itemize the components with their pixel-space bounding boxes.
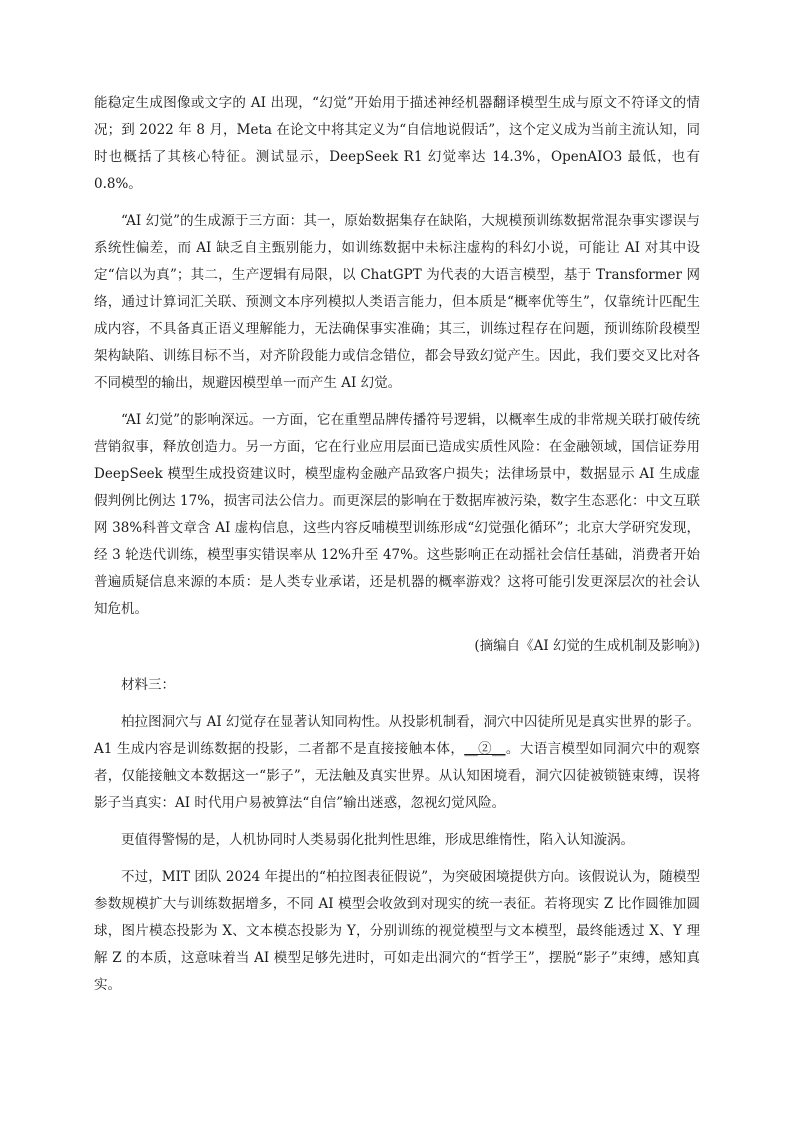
paragraph-3: “AI 幻觉”的影响深远。一方面，它在重塑品牌传播符号逻辑，以概率生成的非常规关联打破传统营销叙事，释放创造力。另一方面，它在行业应用层面已造成实质性风险：在金融领域，国信证券用 DeepSeek 模型生成投资建议时，模型虚构金融产品致客户损失；法律场景中，数据显示 AI 生成虚假判例比例达 17%，损害司法公信力。而更深层的影响在于数据库被污染，数字生态恶化：中文互联网 38%科普文章含 AI 虚构信息，这些内容反哺模型训练形成“幻觉强化循环”；北京大学研究发现，经 3 轮迭代训练，模型事实错误率从 12%升至 47%。这些影响正在动摇社会信任基础，消费者开始普遍质疑信息来源的本质：是人类专业承诺，还是机器的概率游戏？这将可能引发更深层次的社会认知危机。 (94, 412, 700, 617)
section-heading-material-3: 材料三： (121, 677, 175, 693)
fill-blank-2: __②__ (464, 741, 506, 757)
article-body (94, 90, 700, 1009)
paragraph-5: 更值得警惕的是，人机协同时人类易弱化批判性思维，形成思维惰性，陷入认知漩涡。 (121, 832, 634, 848)
paragraph-1: 能稳定生成图像或文字的 AI 出现，“幻觉”开始用于描述神经机器翻译模型生成与原文不符译文的情况；到 2022 年 8 月，Meta 在论文中将其定义为“自信地说假话”，这个定义成为当前主流认知，同时也概括了其核心特征。测试显示，DeepSeek R1 幻觉率达 14.3%，OpenAIO3 最低，也有 0.8%。 (94, 95, 700, 192)
paragraph-4 (94, 709, 700, 817)
paragraph-2: “AI 幻觉”的生成源于三方面：其一，原始数据集存在缺陷，大规模预训练数据常混杂事实谬误与系统性偏差，而 AI 缺乏自主甄别能力，如训练数据中未标注虚构的科幻小说，可能让 AI 对其中设定“信以为真”；其二，生产逻辑有局限，以 ChatGPT 为代表的大语言模型，基于 Transformer 网络，通过计算词汇关联、预测文本序列模拟人类语言能力，但本质是“概率优等生”，仅靠统计匹配生成内容，不具备真正语义理解能力，无法确保事实准确；其三，训练过程存在问题，预训练阶段模型架构缺陷、训练目标不当，对齐阶段能力或信念错位，都会导致幻觉产生。因此，我们要交叉比对各不同模型的输出，规避因模型单一而产生 AI 幻觉。 (94, 213, 700, 391)
source-citation: (摘编自《AI 幻觉的生成机制及影响》) (474, 638, 700, 654)
paragraph-4-text-b: 。大语言模型如同洞穴中的观察者，仅能接触文本数据这一“影子”，无法触及真实世界。从认知困境看，洞穴囚徒被锁链束缚，误将影子当真实：AI 时代用户易被算法“自信”输出迷惑，忽视幻觉风险。 (94, 741, 700, 811)
paragraph-6: 不过，MIT 团队 2024 年提出的“柏拉图表征假说”，为突破困境提供方向。该假说认为，随模型参数规模扩大与训练数据增多，不同 AI 模型会收敛到对现实的统一表征。若将现实 Z 比作圆锥加圆球，图片模态投影为 X、文本模态投影为 Y，分别训练的视觉模型与文本模型，最终能透过 X、Y 理解 Z 的本质，这意味着当 AI 模型足够先进时，可如走出洞穴的“哲学王”，摆脱“影子”束缚，感知真实。 (94, 869, 700, 993)
paragraph-4-text-a: 柏拉图洞穴与 AI 幻觉存在显著认知同构性。从投影机制看，洞穴中囚徒所见是真实世界的影子。A1 生成内容是训练数据的投影，二者都不是直接接触本体， (94, 714, 700, 757)
